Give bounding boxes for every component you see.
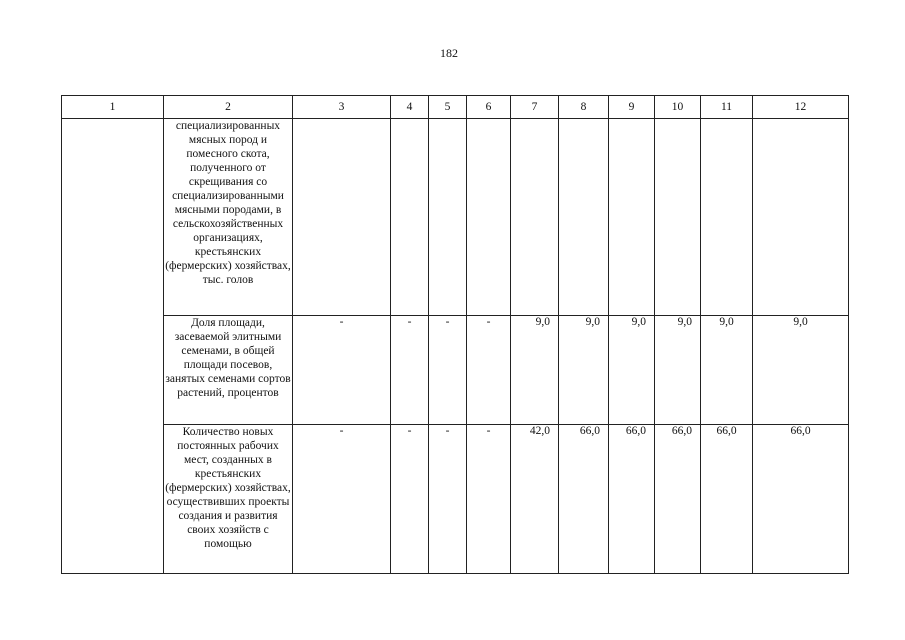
page-number: 182 <box>440 46 458 60</box>
value-cell <box>429 119 467 316</box>
indicator-cell: Доля площади, засеваемой элитными семенами, в общей площади посевов, занятых семенами сортов растений, процентов <box>164 316 293 425</box>
row-number-cell <box>62 119 164 574</box>
value-cell: 9,0 <box>511 316 559 425</box>
column-header: 4 <box>391 96 429 119</box>
value-cell: 66,0 <box>559 425 609 574</box>
column-header: 11 <box>701 96 753 119</box>
value-cell <box>753 119 849 316</box>
table-row <box>62 119 849 316</box>
value-cell: 42,0 <box>511 425 559 574</box>
value-cell <box>391 119 429 316</box>
table-header-row <box>62 96 849 119</box>
value-cell: 9,0 <box>655 316 701 425</box>
value-cell: 9,0 <box>753 316 849 425</box>
column-header: 2 <box>164 96 293 119</box>
value-cell <box>293 119 391 316</box>
value-cell <box>655 119 701 316</box>
value-cell: 66,0 <box>609 425 655 574</box>
value-cell <box>467 119 511 316</box>
column-header: 6 <box>467 96 511 119</box>
value-cell <box>609 119 655 316</box>
value-cell: 9,0 <box>701 316 753 425</box>
value-cell: - <box>467 316 511 425</box>
data-table <box>61 95 849 574</box>
value-cell: - <box>293 425 391 574</box>
value-cell <box>511 119 559 316</box>
value-cell: 66,0 <box>655 425 701 574</box>
column-header: 3 <box>293 96 391 119</box>
indicator-cell: специализированных мясных пород и помесного скота, полученного от скрещивания со специализированными мясными породами, в сельскохозяйственных организациях, крестьянских (фермерских) хозяйствах, тыс. голов <box>164 119 293 316</box>
column-header: 12 <box>753 96 849 119</box>
column-header: 8 <box>559 96 609 119</box>
value-cell <box>701 119 753 316</box>
column-header: 5 <box>429 96 467 119</box>
table-row <box>62 316 849 425</box>
column-header: 10 <box>655 96 701 119</box>
value-cell: - <box>293 316 391 425</box>
value-cell: - <box>429 316 467 425</box>
value-cell: - <box>467 425 511 574</box>
value-cell: 9,0 <box>559 316 609 425</box>
value-cell <box>559 119 609 316</box>
value-cell: - <box>429 425 467 574</box>
table-row <box>62 425 849 574</box>
column-header: 7 <box>511 96 559 119</box>
column-header: 1 <box>62 96 164 119</box>
value-cell: - <box>391 316 429 425</box>
value-cell: 9,0 <box>609 316 655 425</box>
indicator-cell: Количество новых постоянных рабочих мест, созданных в крестьянских (фермерских) хозяйствах, осуществивших проекты создания и развития своих хозяйств с помощью <box>164 425 293 574</box>
column-header: 9 <box>609 96 655 119</box>
value-cell: 66,0 <box>753 425 849 574</box>
value-cell: 66,0 <box>701 425 753 574</box>
value-cell: - <box>391 425 429 574</box>
